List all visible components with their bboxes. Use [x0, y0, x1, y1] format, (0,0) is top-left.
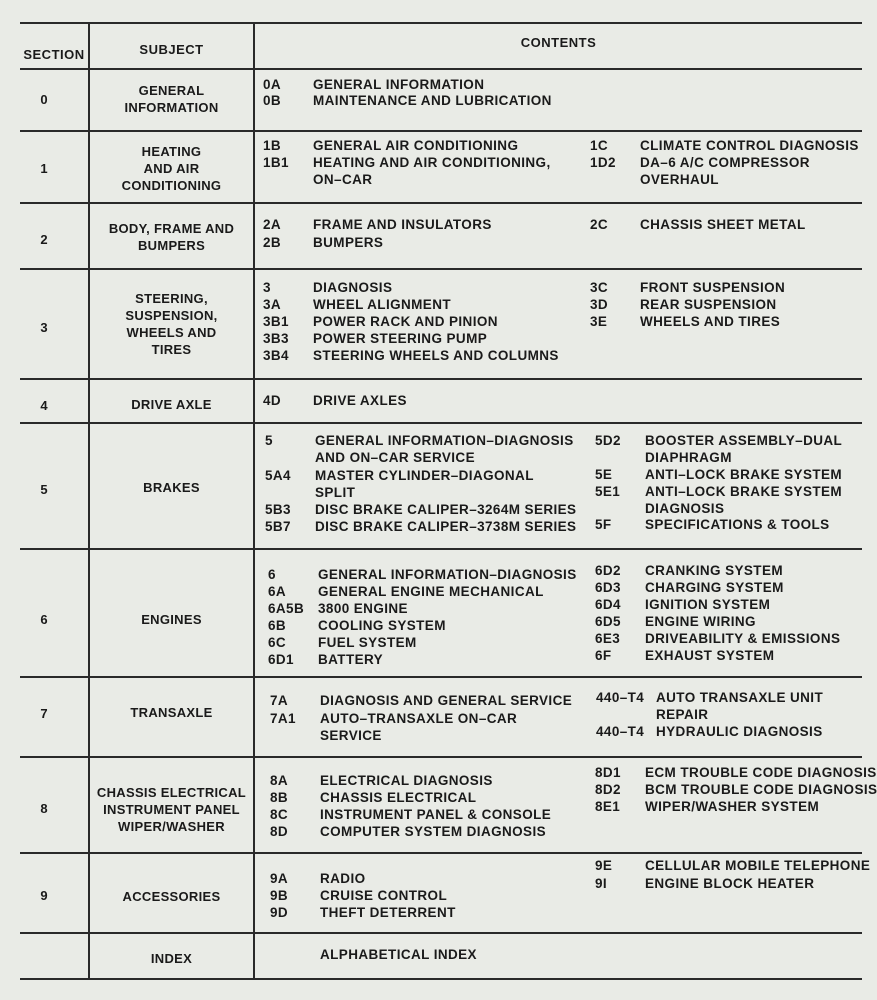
contents-entry: 8A ELECTRICAL DIAGNOSIS [270, 773, 493, 788]
subject-cell: BODY, FRAME AND BUMPERS [108, 221, 235, 253]
contents-entry: 6C FUEL SYSTEM [268, 635, 417, 650]
section-number: 8 [40, 801, 48, 816]
row-rule-3 [20, 378, 862, 380]
contents-entry: 5E1 ANTI–LOCK BRAKE SYSTEM DIAGNOSIS [595, 484, 843, 516]
contents-entry: 440–T4 AUTO TRANSAXLE UNIT REPAIR [596, 690, 824, 722]
section-number: 4 [40, 398, 48, 413]
contents-entry: 3B4 STEERING WHEELS AND COLUMNS [263, 348, 559, 363]
contents-entry: 7A DIAGNOSIS AND GENERAL SERVICE [270, 693, 573, 708]
section-number: 6 [40, 612, 48, 627]
contents-entry: 5B3 DISC BRAKE CALIPER–3264M SERIES [265, 502, 577, 517]
contents-entry: 0A GENERAL INFORMATION [263, 77, 485, 92]
subject-cell: CHASSIS ELECTRICAL INSTRUMENT PANEL WIPER/WASHER [96, 785, 247, 834]
row-rule-1 [20, 202, 862, 204]
header-contents: CONTENTS [520, 35, 597, 50]
section-number: 3 [40, 320, 48, 335]
subject-cell: ENGINES [141, 612, 202, 627]
subject-cell: ACCESSORIES [122, 889, 221, 904]
contents-entry: 8D1 ECM TROUBLE CODE DIAGNOSIS [595, 765, 877, 780]
contents-entry: 5D2 BOOSTER ASSEMBLY–DUAL DIAPHRAGM [595, 433, 843, 465]
contents-entry: 3 DIAGNOSIS [263, 280, 393, 295]
contents-entry: 3E WHEELS AND TIRES [590, 314, 781, 329]
section-number: 0 [40, 92, 48, 107]
contents-entry: 6B COOLING SYSTEM [268, 618, 446, 633]
contents-entry: 6E3 DRIVEABILITY & EMISSIONS [595, 631, 841, 646]
contents-entry: 3A WHEEL ALIGNMENT [263, 297, 451, 312]
contents-entry: 6F EXHAUST SYSTEM [595, 648, 775, 663]
contents-entry: 440–T4 HYDRAULIC DIAGNOSIS [596, 724, 823, 739]
contents-entry: 5A4 MASTER CYLINDER–DIAGONAL SPLIT [265, 468, 534, 500]
table-top-rule [20, 22, 862, 24]
contents-entry: 1B GENERAL AIR CONDITIONING [263, 138, 519, 153]
contents-entry: 0B MAINTENANCE AND LUBRICATION [263, 93, 552, 108]
contents-entry: 6 GENERAL INFORMATION–DIAGNOSIS [268, 567, 577, 582]
contents-entry: ALPHABETICAL INDEX [320, 947, 477, 962]
contents-entry: 8C INSTRUMENT PANEL & CONSOLE [270, 807, 552, 822]
header-rule [20, 68, 862, 70]
contents-entry: 5 GENERAL INFORMATION–DIAGNOSIS AND ON–CAR SERVICE [265, 433, 574, 465]
contents-entry: 6D3 CHARGING SYSTEM [595, 580, 784, 595]
subject-cell: HEATING AND AIR CONDITIONING [121, 144, 222, 193]
row-rule-6 [20, 676, 862, 678]
contents-entry: 2B BUMPERS [263, 235, 384, 250]
contents-entry: 3B3 POWER STEERING PUMP [263, 331, 488, 346]
contents-entry: 2C CHASSIS SHEET METAL [590, 217, 806, 232]
subject-cell: GENERAL INFORMATION [124, 83, 219, 115]
contents-entry: 3B1 POWER RACK AND PINION [263, 314, 498, 329]
contents-entry: 1B1 HEATING AND AIR CONDITIONING, ON–CAR [263, 155, 551, 187]
contents-entry: 6D1 BATTERY [268, 652, 384, 667]
header-section: SECTION [23, 47, 85, 62]
subject-cell: BRAKES [143, 480, 200, 495]
section-number: 7 [40, 706, 48, 721]
contents-entry: 1D2 DA–6 A/C COMPRESSOR OVERHAUL [590, 155, 810, 187]
row-rule-5 [20, 548, 862, 550]
section-number: 5 [40, 482, 48, 497]
contents-entry: 5E ANTI–LOCK BRAKE SYSTEM [595, 467, 843, 482]
row-rule-7 [20, 756, 862, 758]
contents-entry: 9B CRUISE CONTROL [270, 888, 448, 903]
contents-entry: 6A5B 3800 ENGINE [268, 601, 408, 616]
row-rule-9 [20, 932, 862, 934]
contents-entry: 9I ENGINE BLOCK HEATER [595, 876, 815, 891]
contents-entry: 4D DRIVE AXLES [263, 393, 407, 408]
contents-entry: 1C CLIMATE CONTROL DIAGNOSIS [590, 138, 859, 153]
contents-entry: 8D2 BCM TROUBLE CODE DIAGNOSIS [595, 782, 877, 797]
contents-entry: 6D2 CRANKING SYSTEM [595, 563, 784, 578]
contents-entry: 9A RADIO [270, 871, 366, 886]
contents-entry: 8D COMPUTER SYSTEM DIAGNOSIS [270, 824, 547, 839]
subject-cell: DRIVE AXLE [131, 397, 212, 412]
row-rule-2 [20, 268, 862, 270]
row-rule-0 [20, 130, 862, 132]
section-number: 2 [40, 232, 48, 247]
contents-entry: 8B CHASSIS ELECTRICAL [270, 790, 477, 805]
subject-cell: INDEX [150, 951, 193, 966]
contents-entry: 2A FRAME AND INSULATORS [263, 217, 492, 232]
subject-cell: TRANSAXLE [130, 705, 213, 720]
section-number: 9 [40, 888, 48, 903]
table-bottom-rule [20, 978, 862, 980]
subject-cell: STEERING, SUSPENSION, WHEELS AND TIRES [125, 291, 218, 357]
contents-entry: 9E CELLULAR MOBILE TELEPHONE [595, 858, 871, 873]
contents-entry: 8E1 WIPER/WASHER SYSTEM [595, 799, 820, 814]
section-number: 1 [40, 161, 48, 176]
header-subject: SUBJECT [139, 42, 204, 57]
row-rule-8 [20, 852, 862, 854]
contents-entry: 6D4 IGNITION SYSTEM [595, 597, 771, 612]
contents-entry: 3D REAR SUSPENSION [590, 297, 777, 312]
contents-entry: 9D THEFT DETERRENT [270, 905, 456, 920]
contents-entry: 5B7 DISC BRAKE CALIPER–3738M SERIES [265, 519, 577, 534]
contents-entry: 6D5 ENGINE WIRING [595, 614, 756, 629]
contents-entry: 3C FRONT SUSPENSION [590, 280, 786, 295]
contents-entry: 6A GENERAL ENGINE MECHANICAL [268, 584, 544, 599]
contents-entry: 7A1 AUTO–TRANSAXLE ON–CAR SERVICE [270, 711, 518, 743]
contents-entry: 5F SPECIFICATIONS & TOOLS [595, 517, 830, 532]
row-rule-4 [20, 422, 862, 424]
